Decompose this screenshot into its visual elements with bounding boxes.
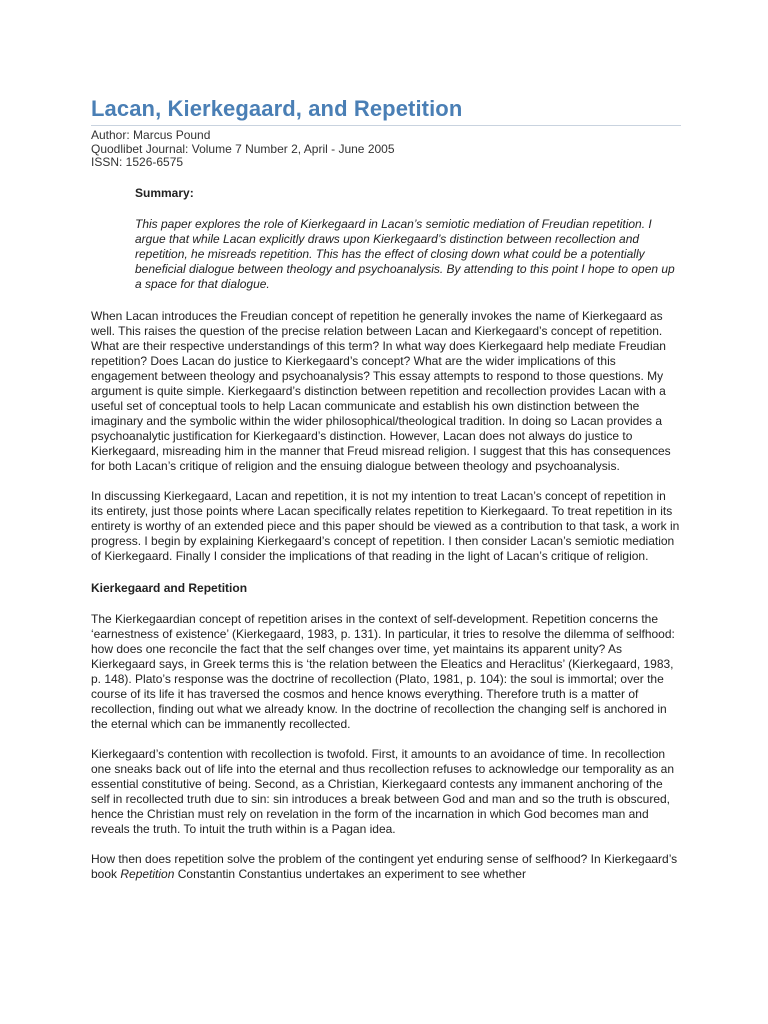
summary-block (135, 186, 681, 292)
paragraph-recollection-contention: Kierkegaard’s contention with recollection is twofold. First, it amounts to an avoidance of time. In recollection one sneaks back out of life into the eternal and thus recollection refuses to acknowledge our temporality as an essential constitutive of being. Second, as a Christian, Kierkegaard contests any immanent anchoring of the self in recollected truth due to sin: sin introduces a break between God and man and so the truth is obscured, hence the Christian must rely on revelation in the form of the incarnation in which God becomes man and reveals the truth. To intuit the truth within is a Pagan idea. (91, 746, 675, 836)
para5-start: How then does repetition solve the problem of the contingent yet enduring sense of selfhood? In Kierkegaard’s book (91, 851, 678, 881)
paragraph-intro: When Lacan introduces the Freudian concept of repetition he generally invokes the name of Kierkegaard as well. This raises the question of the precise relation between Lacan and Kierkegaard’s concept of repetition. What are their respective understandings of this term? In what way does Kierkegaard help mediate Freudian repetition? Does Lacan do justice to Kierkegaard’s concept? What are the wider implications of this engagement between theology and psychoanalysis? This essay attempts to respond to those questions. My argument is quite simple. Kierkegaard’s distinction between repetition and recollection provides Lacan with a useful set of conceptual tools to help Lacan communicate and establish his own distinction between the imaginary and the symbolic within the wider philosophical/theological tradition. In doing so Lacan provides a psychoanalytic justification for Kierkegaard’s distinction. However, Lacan does not always do justice to Kierkegaard, misreading him in the manner that Freud misread religion. I suggest that this has consequences for both Lacan’s critique of religion and the ensuing dialogue between theology and psychoanalysis. (91, 308, 671, 473)
paragraph-repetition-concept: The Kierkegaardian concept of repetition arises in the context of self-development. Repetition concerns the ‘earnestness of existence’ (Kierkegaard, 1983, p. 131). In particular, it tries to resolve the dilemma of selfhood: how does one reconcile the fact that the self changes over time, yet maintains its apparent unity? As Kierkegaard says, in Greek terms this is ‘the relation between the Eleatics and Heraclitus’ (Kierkegaard, 1983, p. 148). Plato’s response was the doctrine of recollection (Plato, 1981, p. 104): the soul is immortal; over the course of its life it has traversed the cosmos and hence knows everything. Therefore truth is a matter of recollection, finding out what we already know. In the doctrine of recollection the changing self is anchored in the eternal which can be immanently recollected. (91, 611, 675, 731)
issn-line: ISSN: 1526-6575 (91, 155, 184, 169)
title-divider (91, 125, 681, 126)
journal-line: Quodlibet Journal: Volume 7 Number 2, April - June 2005 (91, 141, 395, 156)
document-title: Lacan, Kierkegaard, and Repetition (91, 96, 463, 121)
paragraph-repetition-question (91, 852, 681, 882)
author-line: Author: Marcus Pound (91, 128, 211, 142)
document-page (91, 96, 681, 882)
para5-end: Constantin Constantius undertakes an experiment to see whether (174, 866, 526, 881)
summary-text: This paper explores the role of Kierkegaard in Lacan’s semiotic mediation of Freudian repetition. I argue that while Lacan explicitly draws upon Kierkegaard’s distinction between recollection and repetition, he misreads repetition. This has the effect of closing down what could be a potentially beneficial dialogue between theology and psychoanalysis. By attending to this point I hope to open up a space for that dialogue. (135, 216, 675, 291)
book-title-repetition: Repetition (120, 866, 175, 881)
paragraph-scope: In discussing Kierkegaard, Lacan and repetition, it is not my intention to treat Lacan’s concept of repetition in its entirety, just those points where Lacan specifically relates repetition to Kierkegaard. To treat repetition in its entirety is worthy of an extended piece and this paper should be viewed as a contribution to that task, a work in progress. I begin by explaining Kierkegaard’s concept of repetition. I then consider Lacan’s semiotic mediation of Kierkegaard. Finally I consider the implications of that reading in the light of Lacan’s critique of religion. (91, 488, 680, 563)
section-heading: Kierkegaard and Repetition (91, 580, 248, 595)
summary-heading: Summary: (135, 185, 194, 200)
